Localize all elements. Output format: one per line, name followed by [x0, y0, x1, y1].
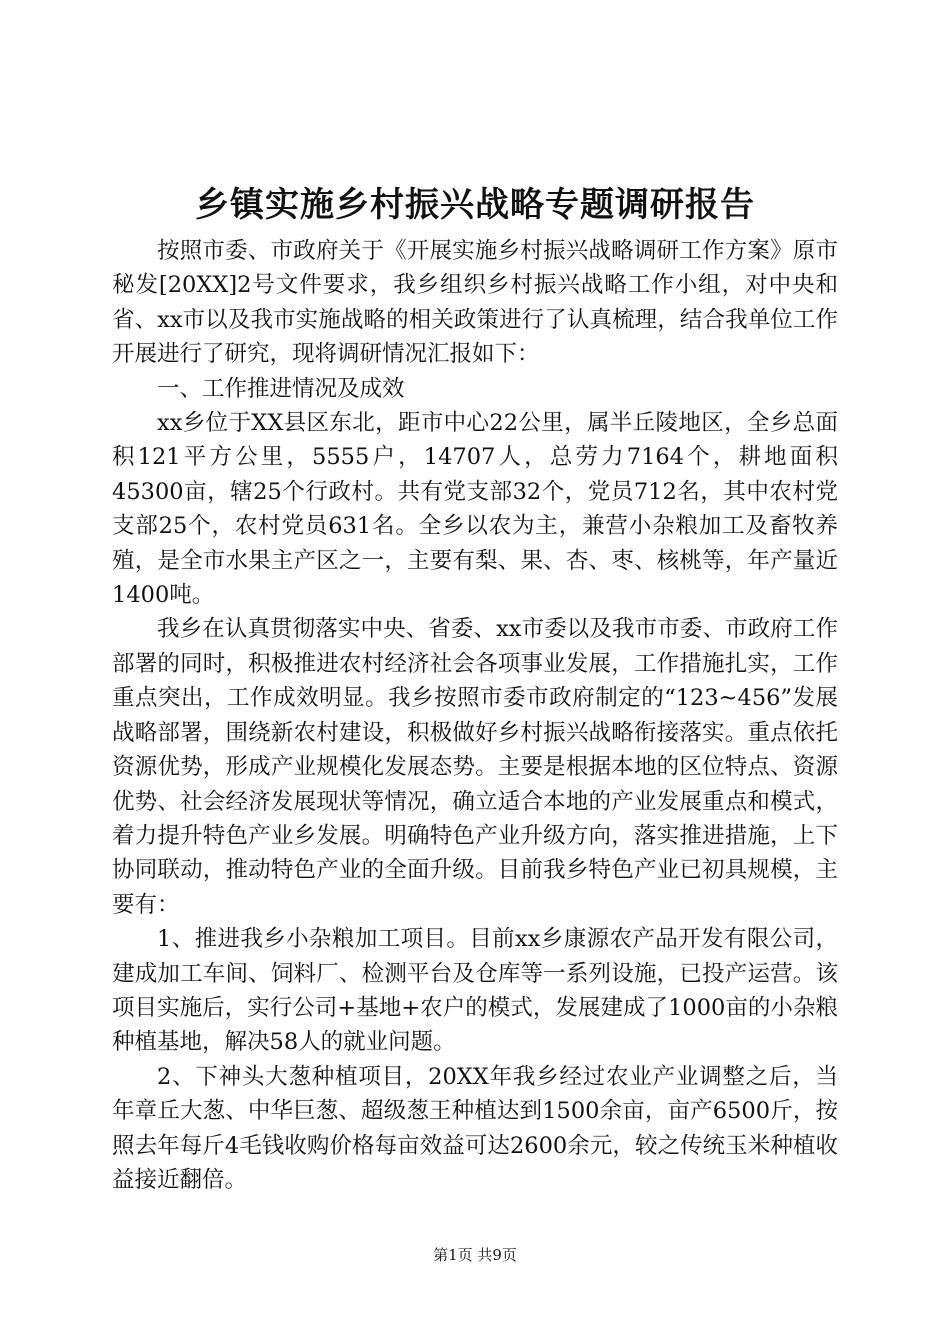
page-number-footer: 第1页 共9页 [433, 1246, 517, 1264]
document-body [112, 234, 838, 1197]
project-2-paragraph: 2、下神头大葱种植项目，20XX年我乡经过农业产业调整之后，当年章丘大葱、中华巨葱、超级葱王种植达到1500余亩，亩产6500斤，按照去年每斤4毛钱收购价格每亩效益可达2600余元，较之传统玉米种植收益接近翻倍。 [112, 1063, 838, 1193]
overview-paragraph: xx乡位于XX县区东北，距市中心22公里，属半丘陵地区，全乡总面积121平方公里，5555户，14707人，总劳力7164个，耕地面积45300亩，辖25个行政村。共有党支部32个，党员712名，其中农村党支部25个，农村党员631名。全乡以农为主，兼营小杂粮加工及畜牧养殖，是全市水果主产区之一，主要有梨、果、杏、枣、核桃等，年产量近1400吨。 [112, 410, 838, 609]
project-1-paragraph: 1、推进我乡小杂粮加工项目。目前xx乡康源农产品开发有限公司，建成加工车间、饲料厂、检测平台及仓库等一系列设施，已投产运营。该项目实施后，实行公司+基地+农户的模式，发展建成了1000亩的小杂粮种植基地，解决58人的就业问题。 [112, 926, 838, 1056]
implementation-paragraph: 我乡在认真贯彻落实中央、省委、xx市委以及我市市委、市政府工作部署的同时，积极推进农村经济社会各项事业发展，工作措施扎实，工作重点突出，工作成效明显。我乡按照市委市政府制定的“123~456”发展战略部署，围绕新农村建设，积极做好乡村振兴战略衔接落实。重点依托资源优势，形成产业规模化发展态势。主要是根据本地的区位特点、资源优势、社会经济发展现状等情况，确立适合本地的产业发展重点和模式，着力提升特色产业乡发展。明确特色产业升级方向，落实推进措施，上下协同联动，推动特色产业的全面升级。目前我乡特色产业已初具规模，主要有： [112, 616, 838, 918]
intro-paragraph: 按照市委、市政府关于《开展实施乡村振兴战略调研工作方案》原市秘发[20XX]2号文件要求，我乡组织乡村振兴战略工作小组，对中央和省、xx市以及我市实施战略的相关政策进行了认真梳理，结合我单位工作开展进行了研究，现将调研情况汇报如下： [112, 238, 838, 368]
section-heading: 一、工作推进情况及成效 [157, 375, 405, 402]
document-title: 乡镇实施乡村振兴战略专题调研报告 [195, 185, 755, 225]
